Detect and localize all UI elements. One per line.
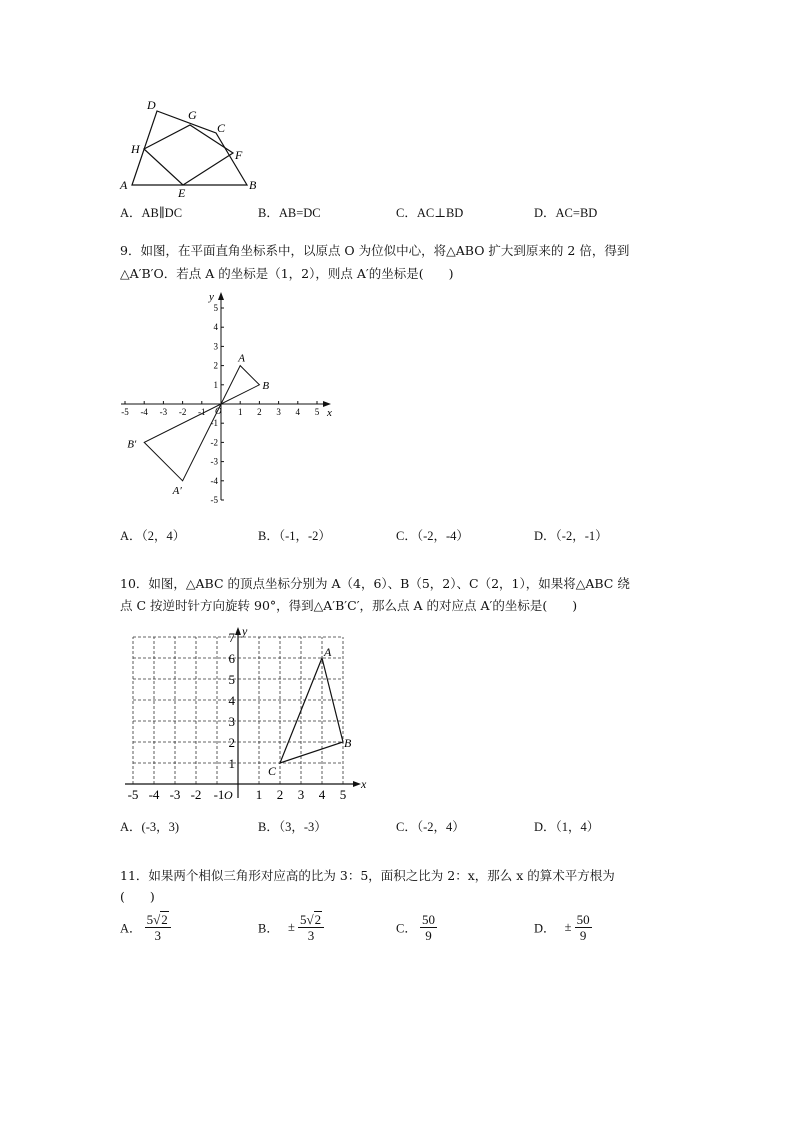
triangle-ABC xyxy=(280,658,343,763)
x-tick-label: -5 xyxy=(121,407,129,417)
triangle-ABO xyxy=(221,366,259,404)
origin-label: O xyxy=(215,406,222,416)
q10-stem-line1: 10．如图，△ABC 的顶点坐标分别为 A（4，6）、B（5，2）、C（2，1），如果将△ABC 绕 xyxy=(120,576,630,591)
point-B2-label: B′ xyxy=(127,438,137,451)
q9-option-b[interactable]: B．（-1，-2） xyxy=(258,529,331,543)
point-C-label: C xyxy=(268,764,277,778)
x-tick-label: 4 xyxy=(295,407,301,417)
point-B-label: B xyxy=(262,379,270,392)
y-tick-label: 5 xyxy=(213,303,218,313)
label-G: G xyxy=(188,108,197,122)
q9-stem-line2: △A′B′O．若点 A 的坐标是（1，2），则点 A′的坐标是( ) xyxy=(120,266,454,281)
label-F: F xyxy=(235,148,243,162)
q9-stem-line1: 9．如图，在平面直角坐标系中，以原点 O 为位似中心，将△ABO 扩大到原来的 2 倍，得到 xyxy=(120,243,630,258)
q10-option-d[interactable]: D．（1，4） xyxy=(534,820,600,834)
y-tick-label: -3 xyxy=(210,456,218,467)
origin-label: O xyxy=(224,788,233,802)
label-D: D xyxy=(147,98,156,112)
q11-option-b[interactable]: B． ± $\frac{5√2}{3}$ xyxy=(258,912,324,943)
q9-coordinate-graph xyxy=(115,288,345,508)
q9-option-c[interactable]: C．（-2，-4） xyxy=(396,529,469,543)
q11-option-c[interactable]: C． $\frac{50}{9}$ xyxy=(396,912,435,943)
label-E: E xyxy=(178,186,186,200)
y-tick-label: 7 xyxy=(228,630,235,645)
q9-option-d[interactable]: D．（-2，-1） xyxy=(534,529,608,543)
y-tick-label: 3 xyxy=(228,714,235,729)
x-tick-label: 4 xyxy=(318,787,326,802)
q8-option-d[interactable]: D．AC=BD xyxy=(534,206,598,220)
x-tick-label: -2 xyxy=(178,407,187,417)
q10-grid-graph xyxy=(115,616,375,806)
y-tick-label: 2 xyxy=(228,735,235,750)
x-tick-label: 2 xyxy=(276,787,284,802)
q10-stem-line2: 点 C 按逆时针方向旋转 90°，得到△A′B′C′，那么点 A 的对应点 A′的坐标是( ) xyxy=(120,598,578,613)
y-tick-label: -5 xyxy=(210,495,218,505)
point-A-label: A xyxy=(238,352,245,365)
point-A2-label: A′ xyxy=(172,484,182,497)
x-tick-label: 5 xyxy=(339,787,347,802)
x-tick-label: 1 xyxy=(237,407,243,417)
label-A: A xyxy=(120,178,128,192)
q11-stem-line1: 11．如果两个相似三角形对应高的比为 3：5，面积之比为 2：x，那么 x 的算术平方根为 xyxy=(120,868,615,883)
label-B: B xyxy=(249,178,257,192)
y-tick-label: -2 xyxy=(210,437,218,448)
y-tick-label: -1 xyxy=(210,418,218,429)
x-tick-label: 1 xyxy=(255,787,263,802)
x-tick-label: -1 xyxy=(213,787,225,802)
x-tick-label: -4 xyxy=(140,407,148,417)
label-H: H xyxy=(131,142,140,156)
y-tick-label: 4 xyxy=(213,322,218,333)
x-tick-label: 3 xyxy=(276,407,281,417)
y-tick-label: 5 xyxy=(228,672,235,687)
x-tick-label: 3 xyxy=(297,787,305,802)
x-tick-label: -2 xyxy=(190,787,202,802)
q11-stem-line2: ( ) xyxy=(120,889,155,904)
x-tick-label: -4 xyxy=(148,787,160,802)
x-tick-label: -5 xyxy=(127,787,139,802)
label-C: C xyxy=(217,121,226,135)
q11-option-d[interactable]: D． ± $\frac{50}{9}$ xyxy=(534,912,590,943)
q9-option-a[interactable]: A．（2，4） xyxy=(120,529,186,543)
q8-option-a[interactable]: A．AB∥DC xyxy=(120,206,183,220)
q8-option-b[interactable]: B．AB=DC xyxy=(258,206,321,220)
x-tick-label: -3 xyxy=(159,407,168,417)
x-tick-label: -1 xyxy=(198,407,206,417)
x-tick-label: 2 xyxy=(257,407,262,417)
x-tick-label: -3 xyxy=(169,787,181,802)
y-tick-label: 3 xyxy=(213,341,218,352)
y-tick-label: 1 xyxy=(228,756,235,771)
q10-option-b[interactable]: B．（3，-3） xyxy=(258,820,327,834)
x-tick-label: 5 xyxy=(314,407,320,417)
y-axis-label: y xyxy=(242,624,248,638)
y-tick-label: 6 xyxy=(228,651,235,666)
q10-option-a[interactable]: A．(-3，3) xyxy=(120,820,180,834)
y-tick-label: 1 xyxy=(213,379,218,390)
y-axis-arrow xyxy=(235,627,241,635)
x-axis-label: x xyxy=(327,407,332,419)
y-axis-arrow xyxy=(218,292,224,300)
q11-option-a[interactable]: A． $\frac{5√2}{3}$ xyxy=(120,912,171,943)
y-tick-label: 2 xyxy=(213,360,218,371)
q8-option-c[interactable]: C．AC⊥BD xyxy=(396,206,464,220)
y-axis-label: y xyxy=(209,291,214,303)
x-axis-arrow xyxy=(353,781,361,787)
y-tick-label: -4 xyxy=(210,475,218,486)
y-tick-label: 4 xyxy=(228,693,235,708)
x-axis-label: x xyxy=(361,777,367,791)
point-B-label: B xyxy=(344,736,352,750)
quadrilateral-figure xyxy=(110,95,270,200)
q10-option-c[interactable]: C．（-2，4） xyxy=(396,820,465,834)
point-A-label: A xyxy=(324,645,332,659)
